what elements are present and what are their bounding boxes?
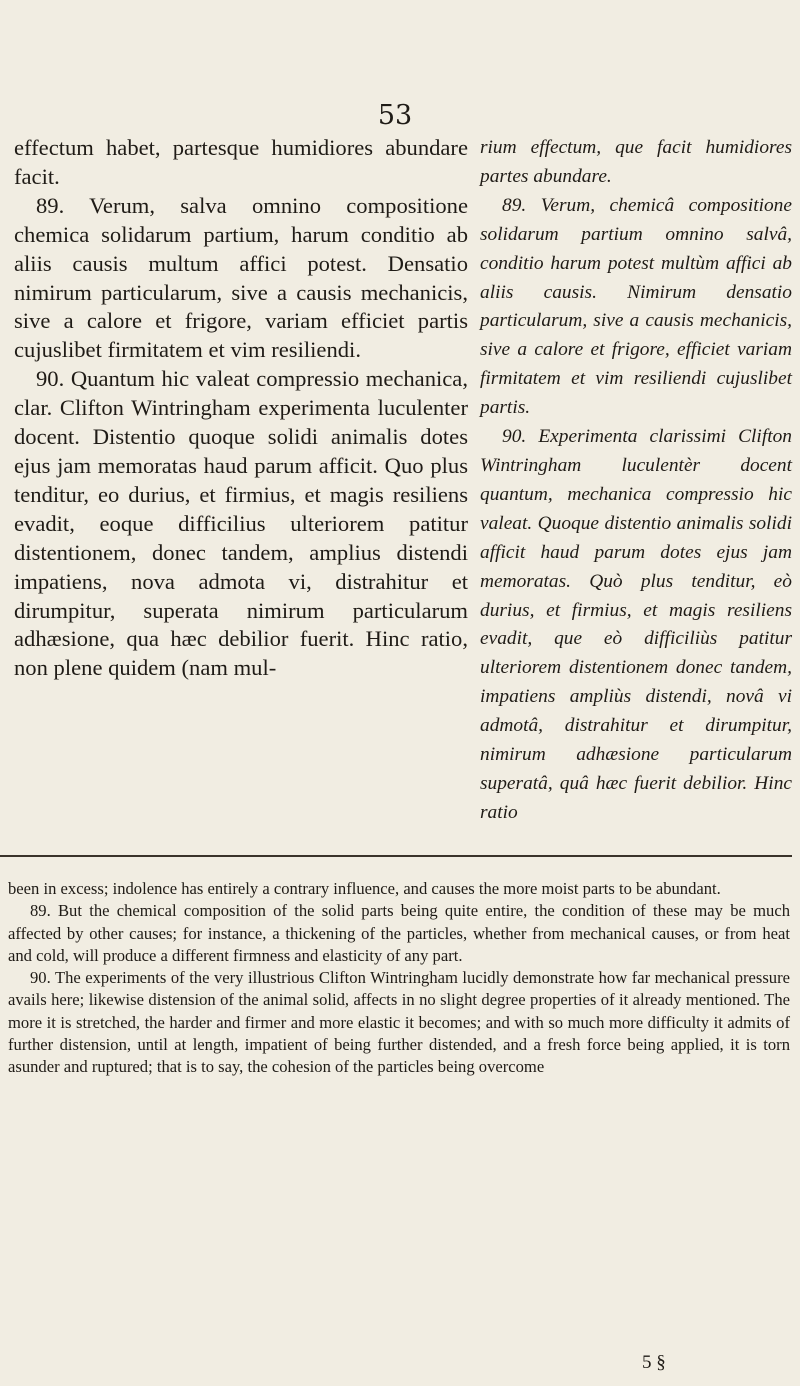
catchword: 5 § — [642, 1352, 666, 1373]
english-paragraph: 90. The experiments of the very illustrious Clifton Wintringham lucidly demonstrate how far mechanical pressure avails here; likewise distension of the animal solid, affects in no slight degree properties of it already mentioned. The more it is stretched, the harder and firmer and more elastic it becomes; and with so much more difficulty it admits of further distension, until at length, impatient of being further distended, and a fresh force being applied, it is torn asunder and ruptured; that is to say, the cohesion of the particles being overcome — [8, 968, 790, 1077]
section-divider — [0, 855, 792, 857]
latin-plain-paragraph: 89. Verum, salva omnino compositione chemica solidarum partium, harum conditio ab aliis causis multum affici potest. Densatio nimirum particularum, sive a causis mechanicis, sive a calore et frigore, variam efficiet partis cujuslibet firmitatem et vim resiliendi. — [14, 192, 468, 363]
latin-italic-paragraph: 89. Verum, chemicâ compositione solidarum partium omnino salvâ, conditio harum potest multùm affici ab aliis causis. Nimirum densatio particularum, sive a causis mechanicis, sive a calore et frigore, efficiet variam firmitatem et vim resiliendi cujuslibet partis. — [480, 194, 792, 419]
page-number: 53 — [377, 100, 413, 131]
english-paragraph: been in excess; indolence has entirely a contrary influence, and causes the more moist parts to be abundant. — [8, 879, 721, 898]
english-translation — [8, 878, 790, 1079]
latin-italic-paragraph: 90. Experimenta clarissimi Clifton Wintringham luculentèr docent quantum, mechanica compressio hic valeat. Quoque distentio animalis solidi afficit haud parum dotes ejus jam memoratas. Quò plus tenditur, eò durius, et firmius, et magis resiliens evadit, que eò difficiliùs patitur ulteriorem distentionem donec tandem, impatiens ampliùs distendi, novâ vi admotâ, distrahitur et dirumpitur, nimirum adhæsione particularum superatâ, quâ hæc fuerit debilior. Hinc ratio — [480, 426, 792, 823]
latin-plain-column — [14, 134, 468, 683]
latin-plain-paragraph: effectum habet, partesque humidiores abundare facit. — [14, 135, 468, 189]
latin-plain-paragraph: 90. Quantum hic valeat compressio mechanica, clar. Clifton Wintringham experimenta luculenter docent. Distentio quoque solidi animalis dotes ejus jam memoratas haud parum afficit. Quo plus tenditur, eo durius, et firmius, et magis resiliens evadit, eoque difficilius ulteriorem patitur distentionem, donec tandem, amplius distendi impatiens, nova admota vi, distrahitur et dirumpitur, superata nimirum particularum adhæsione, qua hæc debilior fuerit. Hinc ratio, non plene quidem (nam mul- — [14, 366, 468, 681]
latin-italic-paragraph: rium effectum, que facit humidiores partes abundare. — [480, 137, 792, 187]
english-paragraph: 89. But the chemical composition of the solid parts being quite entire, the condition of these may be much affected by other causes; for instance, a thickening of the particles, whether from mechanical causes, or from heat and cold, will produce a different firmness and elasticity of any part. — [8, 901, 790, 965]
latin-italic-column — [480, 134, 792, 828]
